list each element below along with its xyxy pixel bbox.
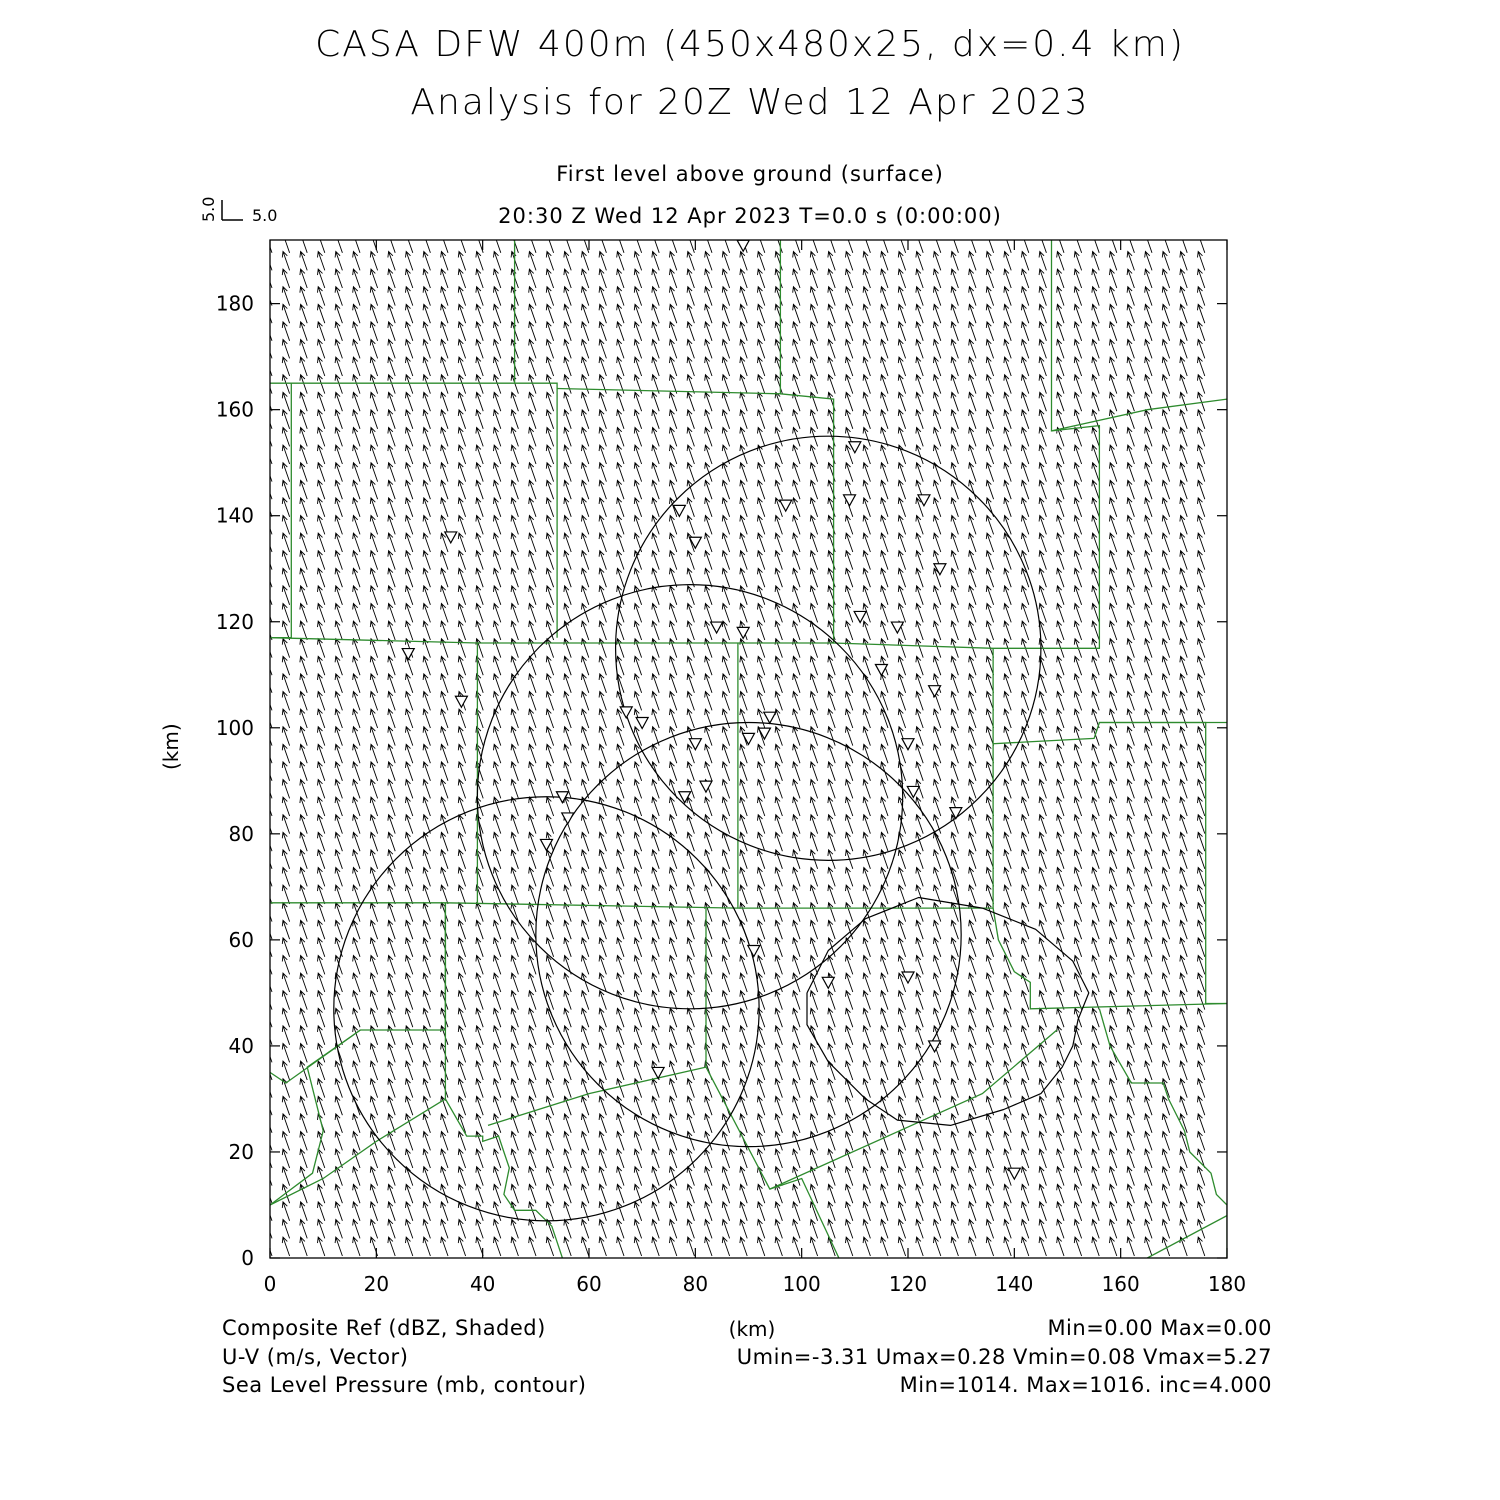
county-boundary-line (270, 723, 1227, 1004)
plot-frame (216, 240, 1246, 1296)
county-boundary-line (270, 1030, 360, 1205)
x-tick-label: 180 (1207, 1272, 1247, 1296)
county-boundary-line (770, 1030, 1057, 1189)
x-tick-label: 160 (1101, 1272, 1140, 1296)
field3-stats: Min=1014. Max=1016. inc=4.000 (899, 1373, 1272, 1397)
y-tick-label: 60 (228, 927, 254, 952)
station-marker (711, 622, 723, 633)
county-boundary-line (557, 240, 780, 394)
county-boundaries (270, 240, 1227, 1258)
station-marker (844, 495, 856, 506)
station-marker (902, 972, 914, 983)
station-marker (875, 664, 887, 675)
station-marker (737, 627, 749, 638)
valid-time-label: 20:30 Z Wed 12 Apr 2023 T=0.0 s (0:00:00) (498, 204, 1002, 228)
county-boundary-line (706, 1067, 839, 1258)
station-marker (764, 712, 776, 723)
x-tick-label: 140 (995, 1272, 1034, 1296)
vector-key-u-label: 5.0 (252, 206, 278, 225)
y-tick-label: 140 (215, 503, 254, 528)
station-marker (929, 1041, 941, 1052)
field1-stats: Min=0.00 Max=0.00 (1047, 1316, 1272, 1340)
station-marker (918, 495, 930, 506)
station-marker (902, 739, 914, 750)
y-tick-label: 0 (241, 1246, 254, 1270)
figure-title: CASA DFW 400m (450x480x25, dx=0.4 km) (315, 24, 1185, 65)
county-boundary-line (1147, 1216, 1227, 1258)
x-tick-label: 40 (469, 1272, 496, 1296)
station-marker (620, 707, 632, 718)
station-marker (854, 611, 866, 622)
x-tick-label: 0 (263, 1272, 277, 1296)
county-boundary-line (270, 383, 557, 638)
wind-vector-arrows (265, 234, 1205, 1256)
vector-key (199, 197, 277, 225)
y-tick-label: 120 (215, 609, 254, 634)
field2-stats: Umin=-3.31 Umax=0.28 Vmin=0.08 Vmax=5.27 (736, 1345, 1272, 1369)
station-marker (562, 813, 574, 824)
county-boundary-line (445, 903, 562, 1258)
station-marker (540, 839, 552, 850)
wind-vector-field (265, 234, 1205, 1256)
y-axis-unit: (km) (159, 723, 183, 770)
x-axis-unit: (km) (728, 1317, 776, 1341)
station-marker (743, 733, 755, 744)
county-boundary-line (1052, 399, 1228, 431)
station-marker (455, 696, 467, 707)
vector-key-v-label: 5.0 (199, 196, 218, 222)
station-marker (737, 240, 749, 251)
station-marker (445, 532, 457, 543)
x-tick-label: 100 (782, 1272, 821, 1296)
station-marker (700, 781, 712, 792)
station-marker (929, 686, 941, 697)
station-marker (636, 717, 648, 728)
field2-name: U-V (m/s, Vector) (222, 1345, 409, 1369)
x-tick-label: 120 (888, 1272, 928, 1296)
field1-name: Composite Ref (dBZ, Shaded) (222, 1316, 546, 1340)
y-tick-label: 40 (228, 1033, 254, 1058)
y-tick-label: 80 (228, 821, 254, 846)
analysis-time-title: Analysis for 20Z Wed 12 Apr 2023 (410, 82, 1090, 123)
x-tick-label: 80 (682, 1272, 709, 1296)
station-marker (849, 442, 861, 453)
station-marker (1008, 1168, 1020, 1179)
x-tick-label: 20 (363, 1272, 390, 1296)
y-tick-label: 100 (215, 715, 254, 740)
x-tick-label: 60 (576, 1272, 602, 1296)
field3-name: Sea Level Pressure (mb, contour) (222, 1373, 587, 1397)
level-label: First level above ground (surface) (556, 162, 944, 186)
y-tick-label: 160 (215, 397, 254, 422)
station-marker (402, 649, 414, 660)
y-tick-label: 20 (228, 1139, 254, 1164)
county-boundary-line (270, 1099, 445, 1205)
y-tick-label: 180 (215, 291, 254, 316)
station-marker (780, 500, 792, 511)
